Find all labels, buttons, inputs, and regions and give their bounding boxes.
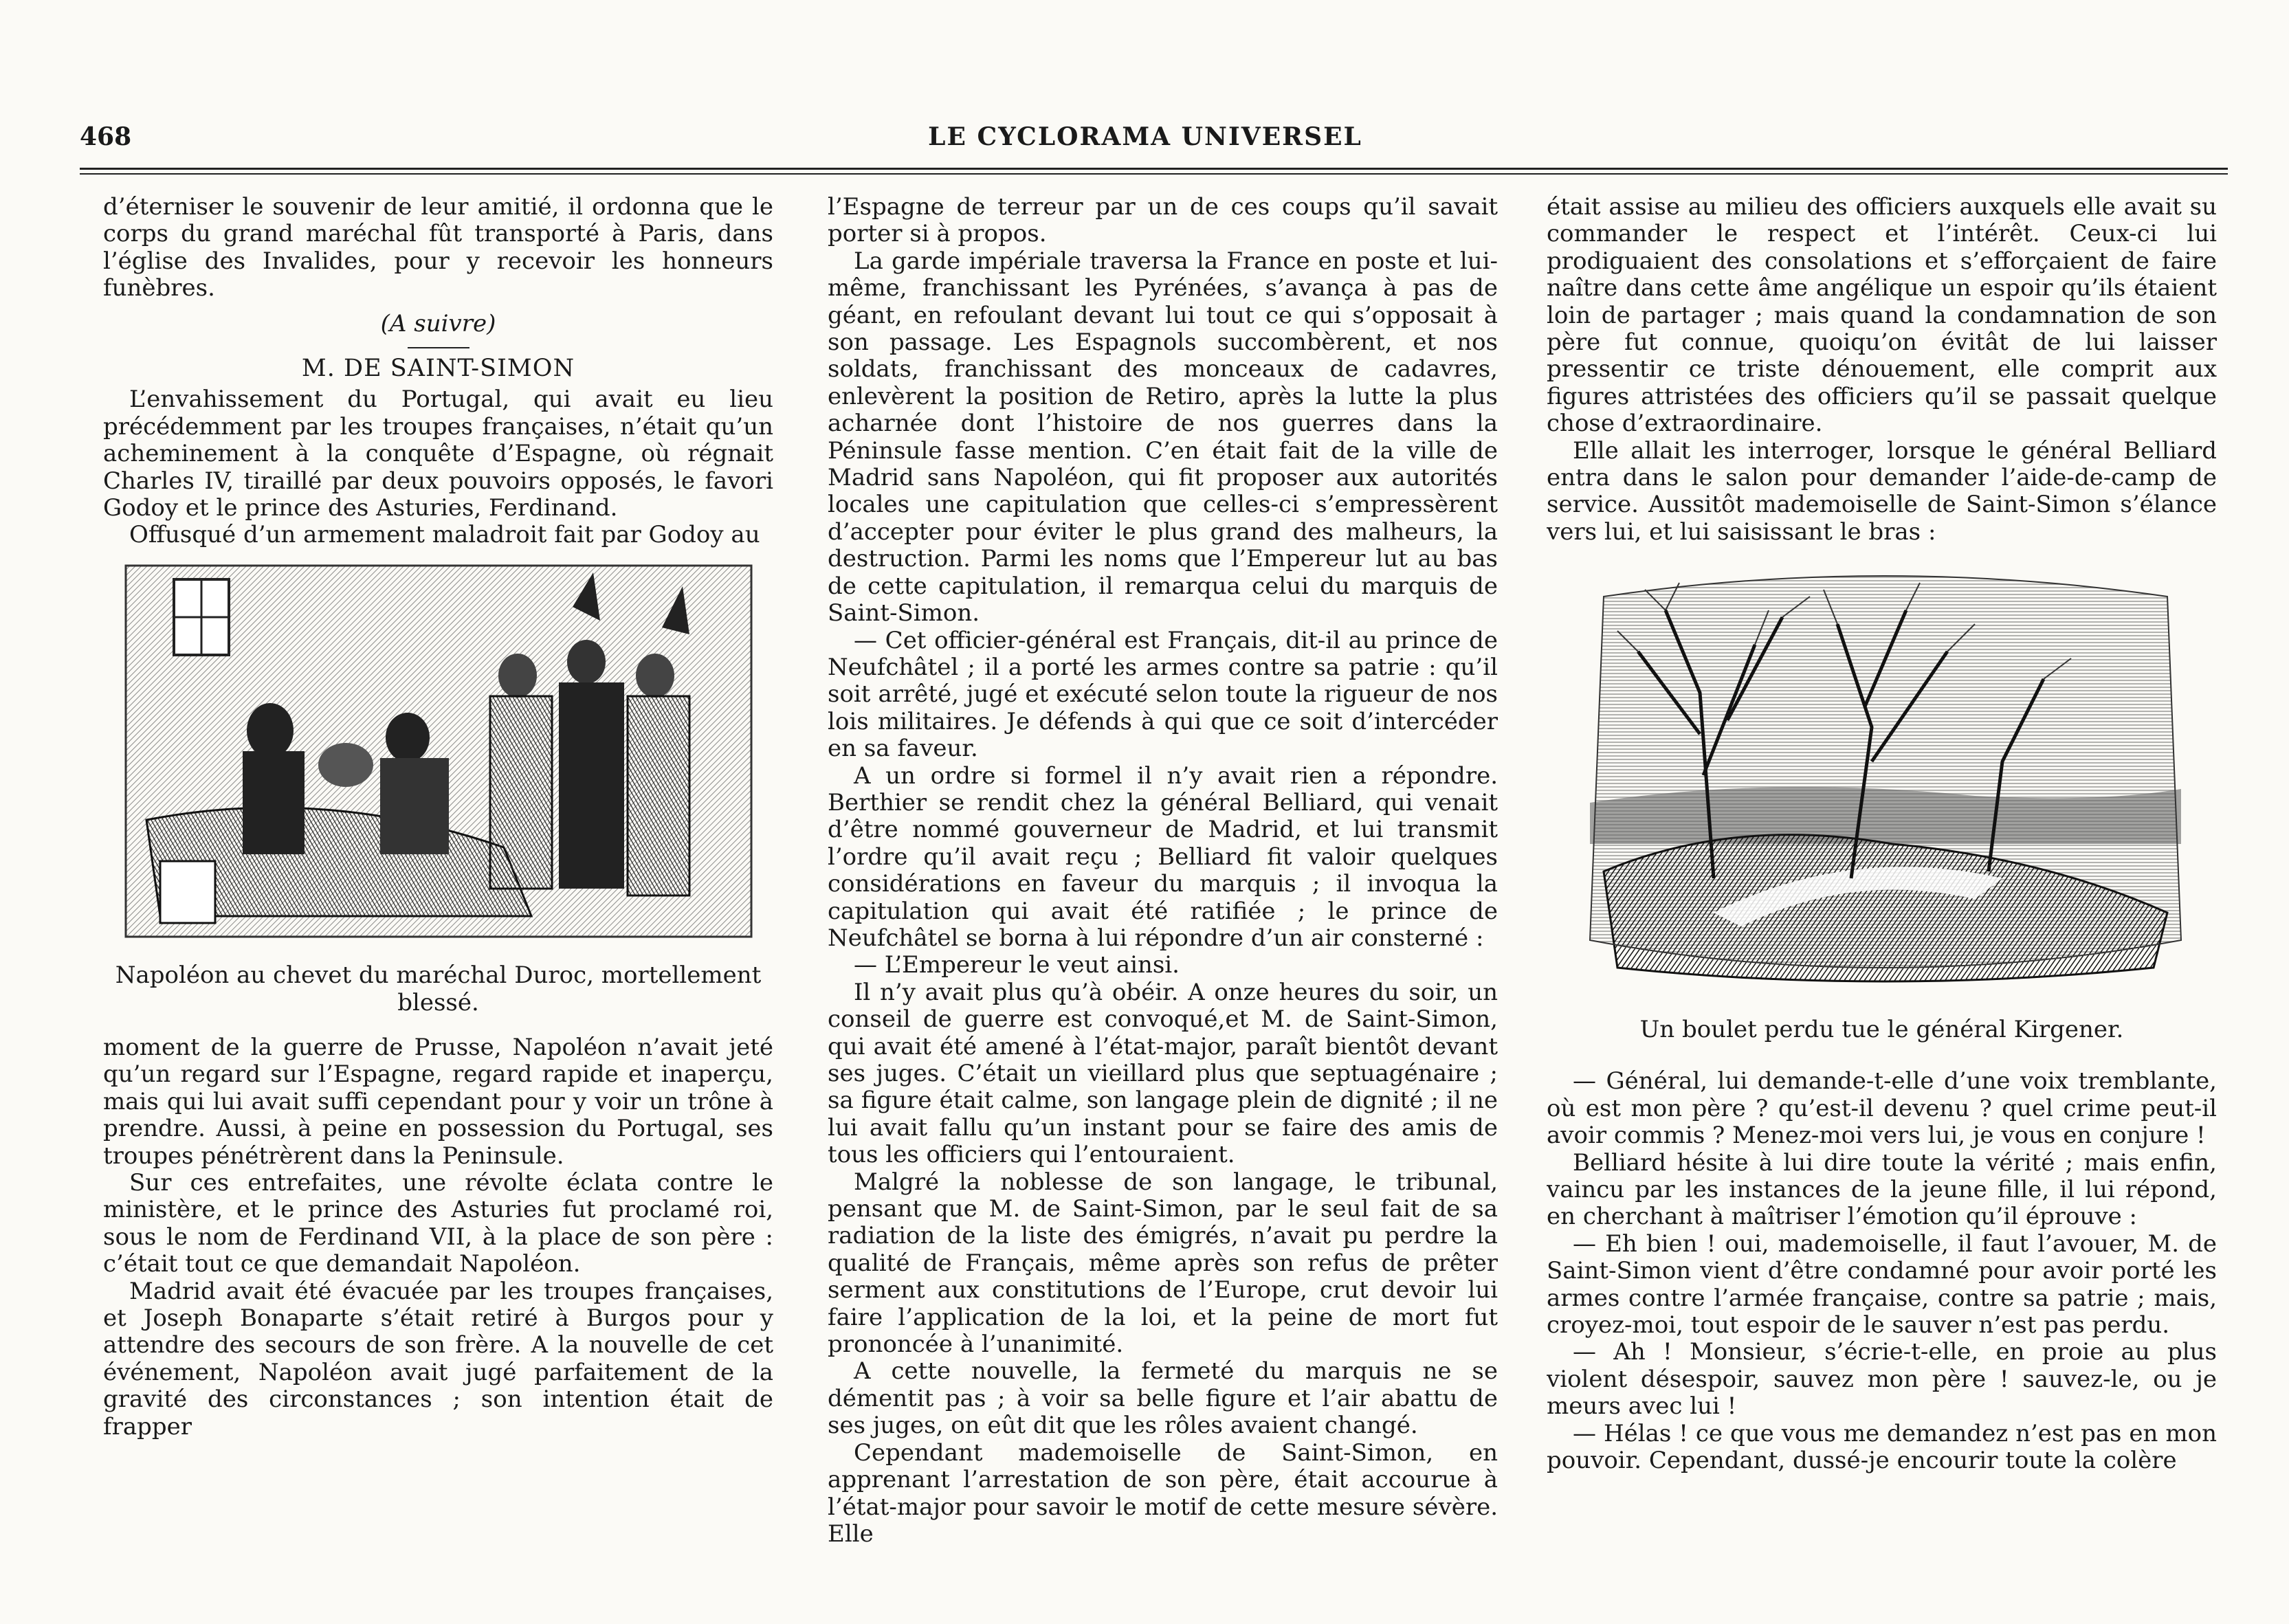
paragraph: Cependant mademoiselle de Saint-Simon, en apprenant l’arrestation de son père, était accourue à l’état-major pour savoir le motif de cette mesure sévère. Elle	[828, 1438, 1498, 1548]
engraving-kirgener-landscape	[1562, 555, 2202, 995]
paragraph: Il n’y avait plus qu’à obéir. A onze heures du soir, un conseil de guerre est convoqué,et M. de Saint-Simon, qui avait été amené à l’état-major, paraît bientôt devant ses juges. C’était un vieillard plus que septuagénaire ; sa figure était calme, son langage plein de dignité ; il ne lui avait fallu qu’un instant pour se faire des amis de tous les officiers qui l’entouraient.	[828, 978, 1498, 1169]
paragraph: Madrid avait été évacuée par les troupes françaises, et Joseph Bonaparte s’était retiré à Burgos pour y attendre des secours de son frère. A la nouvelle de cet événement, Napoléon avait jugé parfaitement de la gravité des circonstances ; son intention était de frapper	[103, 1277, 773, 1441]
paragraph: — Cet officier-général est Français, dit-il au prince de Neufchâtel ; il a porté les armes contre sa patrie : qu’il soit arrêté, jugé et exécuté selon toute la rigueur de nos lois militaires. Je défends à qui que ce soit d’intercéder en sa faveur.	[828, 626, 1498, 763]
paragraph: Belliard hésite à lui dire toute la vérité ; mais enfin, vaincu par les instances de la jeune fille, il lui répond, en cherchant à maîtriser l’émotion qu’il éprouve :	[1547, 1148, 2217, 1231]
page-number: 468	[80, 122, 132, 151]
column-3	[1547, 194, 2217, 1589]
paragraph: — Général, lui demande-t-elle d’une voix tremblante, où est mon père ? qu’est-il devenu ? quel crime peut-il avoir commis ? Menez-moi vers lui, je vous en conjure !	[1547, 1067, 2217, 1150]
section-divider	[408, 347, 469, 348]
header-rule	[80, 168, 2228, 170]
paragraph: moment de la guerre de Prusse, Napoléon n’avait jeté qu’un regard sur l’Espagne, regard rapide et inaperçu, mais qui lui avait suffi cependant pour y voir un trône à prendre. Aussi, à peine en possession du Portugal, ses troupes pénétrèrent dans la Peninsule.	[103, 1033, 773, 1170]
to-be-continued: (A suivre)	[380, 309, 496, 337]
paragraph: A un ordre si formel il n’y avait rien a répondre. Berthier se rendit chez la général Belliard, qui venait d’être nommé gouverneur de Madrid, et lui transmit l’ordre qu’il avait reçu ; Belliard fit valoir quelques considérations en faveur du marquis ; il invoqua la capitulation qui avait été ratifiée ; le prince de Neufchâtel se borna à lui répondre d’un air consterné :	[828, 761, 1498, 952]
engraving-duroc-deathbed	[119, 559, 758, 944]
paragraph: Malgré la noblesse de son langage, le tribunal, pensant que M. de Saint-Simon, par le seul fait de sa radiation de la liste des émigrés, n’avait pu perdre la qualité de Français, même après son refus de prêter serment aux constitutions de l’Europe, crut devoir lui faire l’application de la loi, et la peine de mort fut prononcée à l’unanimité.	[828, 1168, 1498, 1359]
paragraph: A cette nouvelle, la fermeté du marquis ne se démentit pas ; à voir sa belle figure et l’air abattu de ses juges, on eût dit que les rôles avaient changé.	[828, 1357, 1498, 1440]
paragraph: La garde impériale traversa la France en poste et lui-même, franchissant les Pyrénées, s’avança à pas de géant, en refoulant devant lui tout ce qui s’opposait à son passage. Les Espagnols succombèrent, et nos soldats, franchissant des monceaux de cadavres, enlevèrent la position de Retiro, après la lutte la plus acharnée dont l’histoire de nos guerres dans la Péninsule fasse mention. C’en était fait de la ville de Madrid sans Napoléon, qui fit proposer aux autorités locales une capitulation que celles-ci s’empressèrent d’accepter pour éviter le plus grand des malheurs, la destruction. Parmi les noms que l’Empereur lut au bas de cette capitulation, il remarqua celui du marquis de Saint-Simon.	[828, 247, 1498, 627]
paragraph: — Hélas ! ce que vous me demandez n’est pas en mon pouvoir. Cependant, dussé-je encourir toute la colère	[1547, 1419, 2217, 1474]
paragraph: — Eh bien ! oui, mademoiselle, il faut l’avouer, M. de Saint-Simon vient d’être condamné pour avoir porté les armes contre l’armée française, contre sa patrie ; mais, croyez-moi, tout espoir de le sauver n’est pas perdu.	[1547, 1230, 2217, 1339]
paragraph: Sur ces entrefaites, une révolte éclata contre le ministère, et le prince des Asturies fut proclamé roi, sous le nom de Ferdinand VII, à la place de son père : c’était tout ce que demandait Napoléon.	[103, 1168, 773, 1278]
paragraph: — Ah ! Monsieur, s’écrie-t-elle, en proie au plus violent désespoir, sauvez mon père ! sauvez-le, ou je meurs avec lui !	[1547, 1338, 2217, 1421]
figure-caption: Napoléon au chevet du maréchal Duroc, mortellement blessé.	[115, 961, 762, 1016]
paragraph: d’éterniser le souvenir de leur amitié, il ordonna que le corps du grand maréchal fût transporté à Paris, dans l’église des Invalides, pour y recevoir les honneurs funèbres.	[103, 194, 773, 302]
page-header	[80, 122, 2211, 157]
column-1	[103, 194, 773, 1589]
paragraph: était assise au milieu des officiers auxquels elle avait su commander le respect et l’intérêt. Ceux-ci lui prodiguaient des consolations et s’efforçaient de faire naître dans cette âme angélique un espoir qu’ils étaient loin de partager ; mais quand la condamnation de son père fut connue, quoiqu’on évitât de lui laisser pressentir ce triste dénouement, elle comprit aux figures attristées des officiers qu’il se passait quelque chose d’extraordinaire.	[1547, 194, 2217, 438]
section-title: M. DE SAINT-SIMON	[301, 355, 575, 383]
paragraph: l’Espagne de terreur par un de ces coups qu’il savait porter si à propos.	[828, 194, 1498, 248]
paragraph: Offusqué d’un armement maladroit fait par Godoy au	[129, 521, 760, 549]
running-title: LE CYCLORAMA UNIVERSEL	[928, 122, 1362, 151]
column-2	[828, 194, 1498, 1589]
header-rule-thin	[80, 173, 2228, 175]
paragraph: L’envahissement du Portugal, qui avait eu lieu précédemment par les troupes françaises, n’était qu’un acheminement à la conquête d’Espagne, où régnait Charles IV, tiraillé par deux pouvoirs opposés, le favori Godoy et le prince des Asturies, Ferdinand.	[103, 386, 773, 522]
engraving-figure	[103, 559, 773, 944]
paragraph: Elle allait les interroger, lorsque le général Belliard entra dans le salon pour demander l’aide-de-camp de service. Aussitôt mademoiselle de Saint-Simon s’élance vers lui, et lui saisissant le bras :	[1547, 436, 2217, 546]
engraving-figure	[1547, 555, 2217, 995]
paragraph: — L’Empereur le veut ainsi.	[854, 951, 1180, 979]
figure-caption: Un boulet perdu tue le général Kirgener.	[1639, 1016, 2124, 1044]
